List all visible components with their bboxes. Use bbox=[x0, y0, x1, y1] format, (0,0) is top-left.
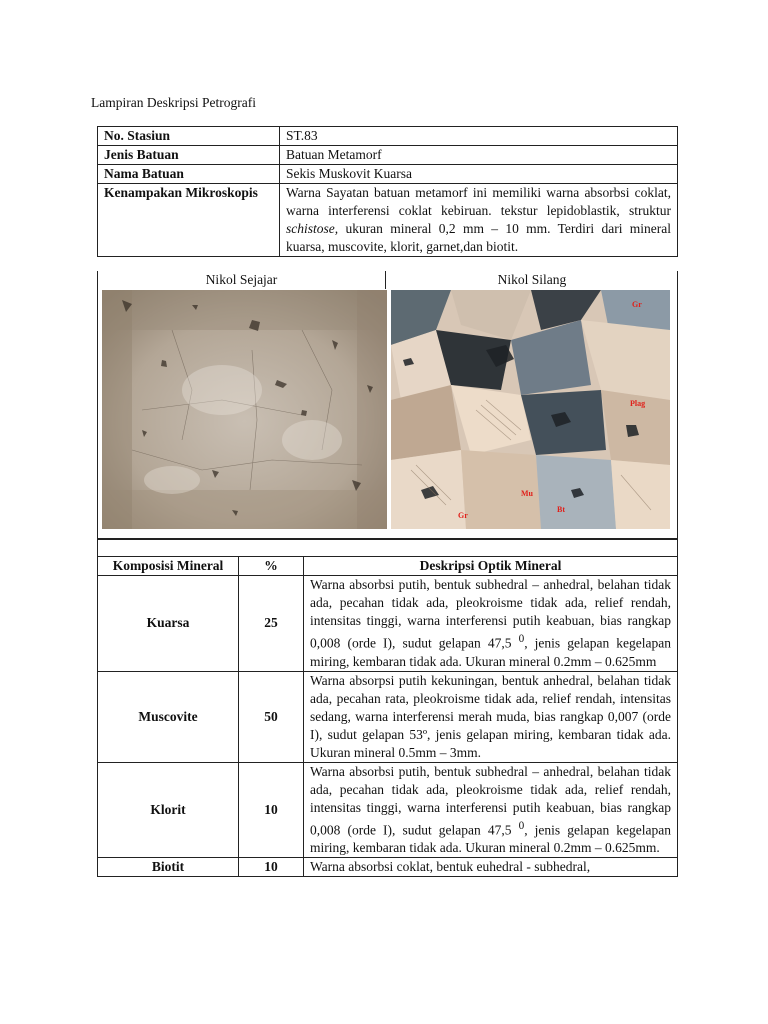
parallel-nicol-image bbox=[102, 290, 387, 529]
desc-main: Warna absorbsi coklat, bentuk euhedral - subhedral, bbox=[310, 859, 591, 874]
label-rock-type: Jenis Batuan bbox=[98, 146, 280, 165]
mineral-name: Kuarsa bbox=[98, 576, 239, 672]
spacer-row bbox=[97, 539, 678, 557]
table-row bbox=[98, 146, 678, 165]
table-row bbox=[98, 671, 678, 762]
table-header-row bbox=[98, 557, 678, 576]
mineral-description bbox=[304, 858, 678, 877]
microscopic-text-b: ukuran mineral 0,2 mm – 10 mm. Terdiri dari mineral kuarsa, muscovite, klorit, garnet,dan biotit. bbox=[286, 221, 671, 254]
desc-tail: , jenis gelapan kegelapan miring, kembaran tidak ada. Ukuran mineral 0.2mm – 0.625mm. bbox=[310, 822, 671, 855]
mineral-label-plag: Plag bbox=[630, 399, 646, 408]
label-rock-name: Nama Batuan bbox=[98, 165, 280, 184]
desc-degree: 0 bbox=[518, 633, 525, 645]
mineral-name: Klorit bbox=[98, 762, 239, 858]
mineral-percent: 10 bbox=[239, 762, 304, 858]
sample-info-table bbox=[97, 126, 678, 257]
desc-degree: 0 bbox=[518, 819, 525, 832]
mineral-description bbox=[304, 762, 678, 858]
microscopic-description bbox=[280, 184, 678, 257]
caption-parallel-nicol: Nikol Sejajar bbox=[205, 272, 278, 287]
mineral-label-bt: Bt bbox=[557, 505, 565, 514]
mineral-label-mu: Mu bbox=[521, 489, 533, 498]
photomicrograph-panel bbox=[97, 271, 678, 539]
desc-main: Warna absorbsi putih, bentuk subhedral – anhedral, belahan tidak ada, pecahan tidak ada, pleokroisme tidak ada, relief rendah, intensitas tinggi, warna interferensi putih keabuan, bias rangkap 0,008 (orde I), sudut gelapan 47,5 bbox=[310, 577, 671, 651]
value-rock-type: Batuan Metamorf bbox=[280, 146, 678, 165]
desc-tail: , jenis gelapan kegelapan miring, kembaran tidak ada. Ukuran mineral 0.2mm – 0.625mm bbox=[310, 635, 671, 669]
mineral-percent: 25 bbox=[239, 576, 304, 672]
desc-main: Warna absorpsi putih kekuningan, bentuk anhedral, belahan tidak ada, pecahan rata, pleokroisme tidak ada, relief rendah, intensitas sedang, warna interferensi merah muda, bias rangkap 0,007 (orde I), sudut gelapan 53º, jenis gelapan miring, kembaran tidak ada. Ukuran mineral 0.5mm – 3mm. bbox=[310, 672, 671, 760]
mineral-composition-table bbox=[97, 556, 678, 877]
mineral-description bbox=[304, 576, 678, 672]
table-row bbox=[98, 858, 678, 877]
value-station: ST.83 bbox=[280, 127, 678, 146]
header-description: Deskripsi Optik Mineral bbox=[304, 557, 678, 576]
table-row bbox=[98, 165, 678, 184]
table-row bbox=[98, 184, 678, 257]
mineral-description bbox=[304, 671, 678, 762]
mineral-name: Biotit bbox=[98, 858, 239, 877]
microscopic-text-italic: schistose, bbox=[286, 221, 339, 236]
value-rock-name: Sekis Muskovit Kuarsa bbox=[280, 165, 678, 184]
photo-crossed-nicol bbox=[391, 290, 670, 529]
label-station: No. Stasiun bbox=[98, 127, 280, 146]
desc-main: Warna absorbsi putih, bentuk subhedral – anhedral, belahan tidak ada, pecahan tidak ada, pleokroisme tidak ada, relief rendah, intensitas tinggi, warna interferensi putih keabuan, bias rangkap 0,008 (orde I), sudut gelapan 47,5 bbox=[310, 763, 671, 837]
crossed-nicol-image bbox=[391, 290, 670, 529]
mineral-label-gr-top: Gr bbox=[632, 300, 642, 309]
label-microscopic: Kenampakan Mikroskopis bbox=[98, 184, 280, 257]
table-row bbox=[98, 762, 678, 858]
mineral-percent: 50 bbox=[239, 671, 304, 762]
mineral-percent: 10 bbox=[239, 858, 304, 877]
mineral-label-gr-bottom: Gr bbox=[458, 511, 468, 520]
photo-parallel-nicol bbox=[102, 290, 387, 529]
header-mineral: Komposisi Mineral bbox=[98, 557, 239, 576]
table-row bbox=[98, 576, 678, 672]
header-percent: % bbox=[239, 557, 304, 576]
caption-crossed-nicol: Nikol Silang bbox=[497, 272, 567, 287]
microscopic-text-a: Warna Sayatan batuan metamorf ini memiliki warna absorbsi coklat, warna interferensi coklat kebiruan. tekstur lepidoblastik, struktur bbox=[286, 185, 671, 218]
page-heading: Lampiran Deskripsi Petrografi bbox=[91, 95, 256, 110]
table-row bbox=[98, 127, 678, 146]
mineral-name: Muscovite bbox=[98, 671, 239, 762]
